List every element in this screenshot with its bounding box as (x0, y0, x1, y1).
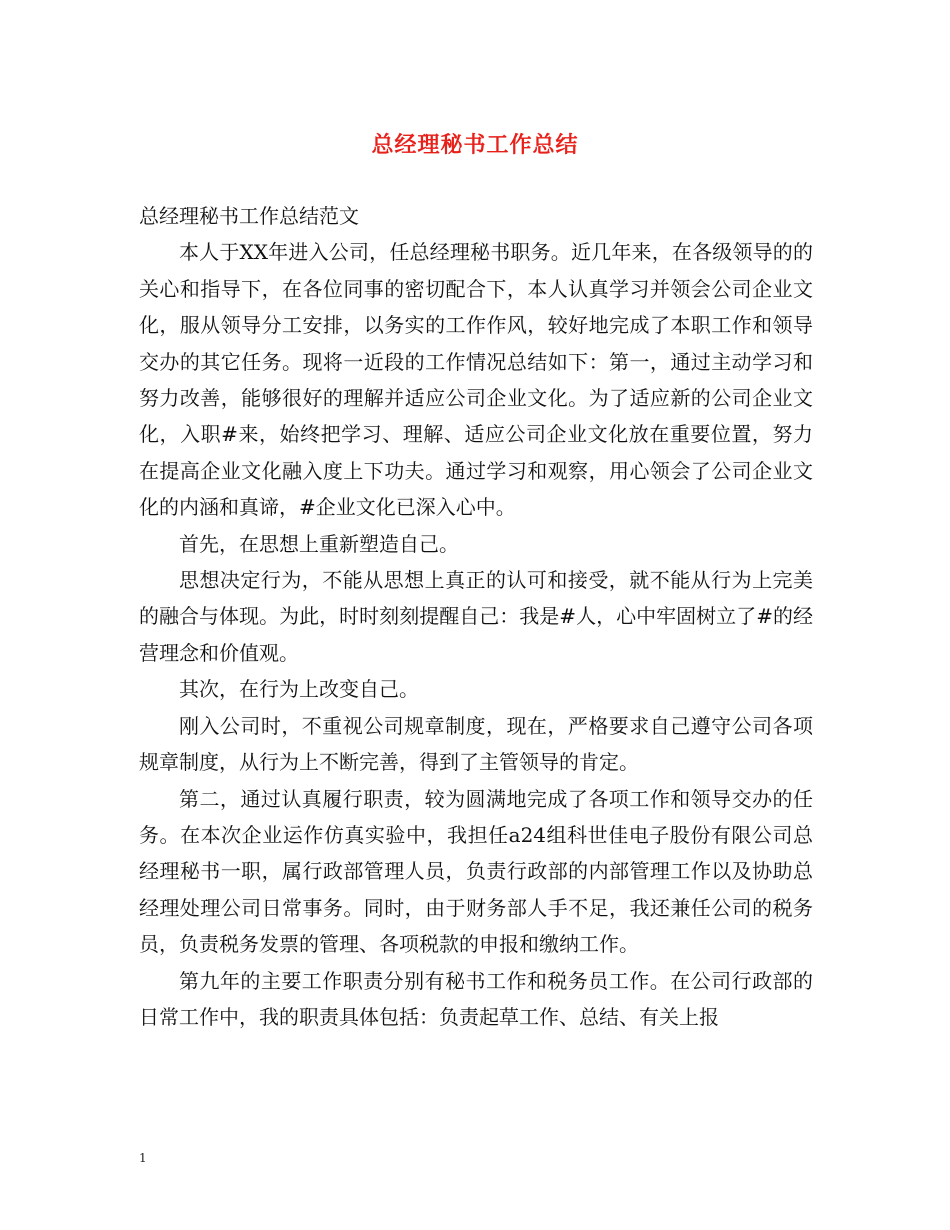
paragraph-thought: 思想决定行为，不能从思想上真正的认可和接受，就不能从行为上完美的融合与体现。为此，时时刻刻提醒自己：我是#人，心中牢固树立了#的经营理念和价值观。 (139, 568, 813, 665)
paragraph-first-point: 首先，在思想上重新塑造自己。 (179, 531, 459, 556)
paragraph-second-point: 其次，在行为上改变自己。 (179, 677, 419, 702)
paragraph-intro: 本人于XX年进入公司，任总经理秘书职务。近几年来，在各级领导的的关心和指导下，在各位同事的密切配合下，本人认真学习并领会公司企业文化，服从领导分工安排，以务实的工作作风，较好地完成了本职工作和领导交办的其它任务。现将一近段的工作情况总结如下：第一，通过主动学习和努力改善，能够很好的理解并适应公司企业文化。为了适应新的公司企业文化，入职#来，始终把学习、理解、适应公司企业文化放在重要位置，努力在提高企业文化融入度上下功夫。通过学习和观察，用心领会了公司企业文化的内涵和真谛，#企业文化已深入心中。 (139, 240, 813, 520)
paragraph-behavior: 刚入公司时，不重视公司规章制度，现在，严格要求自己遵守公司各项规章制度，从行为上不断完善，得到了主管领导的肯定。 (139, 713, 813, 775)
document-title: 总经理秘书工作总结 (371, 132, 579, 158)
paragraph-responsibilities: 第九年的主要工作职责分别有秘书工作和税务员工作。在公司行政部的日常工作中，我的职责具体包括：负责起草工作、总结、有关上报 (139, 968, 813, 1029)
document-subtitle: 总经理秘书工作总结范文 (139, 204, 359, 228)
page-number: 1 (139, 1151, 147, 1165)
paragraph-duties: 第二，通过认真履行职责，较为圆满地完成了各项工作和领导交办的任务。在本次企业运作仿真实验中，我担任a24组科世佳电子股份有限公司总经理秘书一职，属行政部管理人员，负责行政部的内部管理工作以及协助总经理处理公司日常事务。同时，由于财务部人手不足，我还兼任公司的税务员，负责税务发票的管理、各项税款的申报和缴纳工作。 (139, 786, 813, 957)
document-body (139, 198, 813, 1035)
